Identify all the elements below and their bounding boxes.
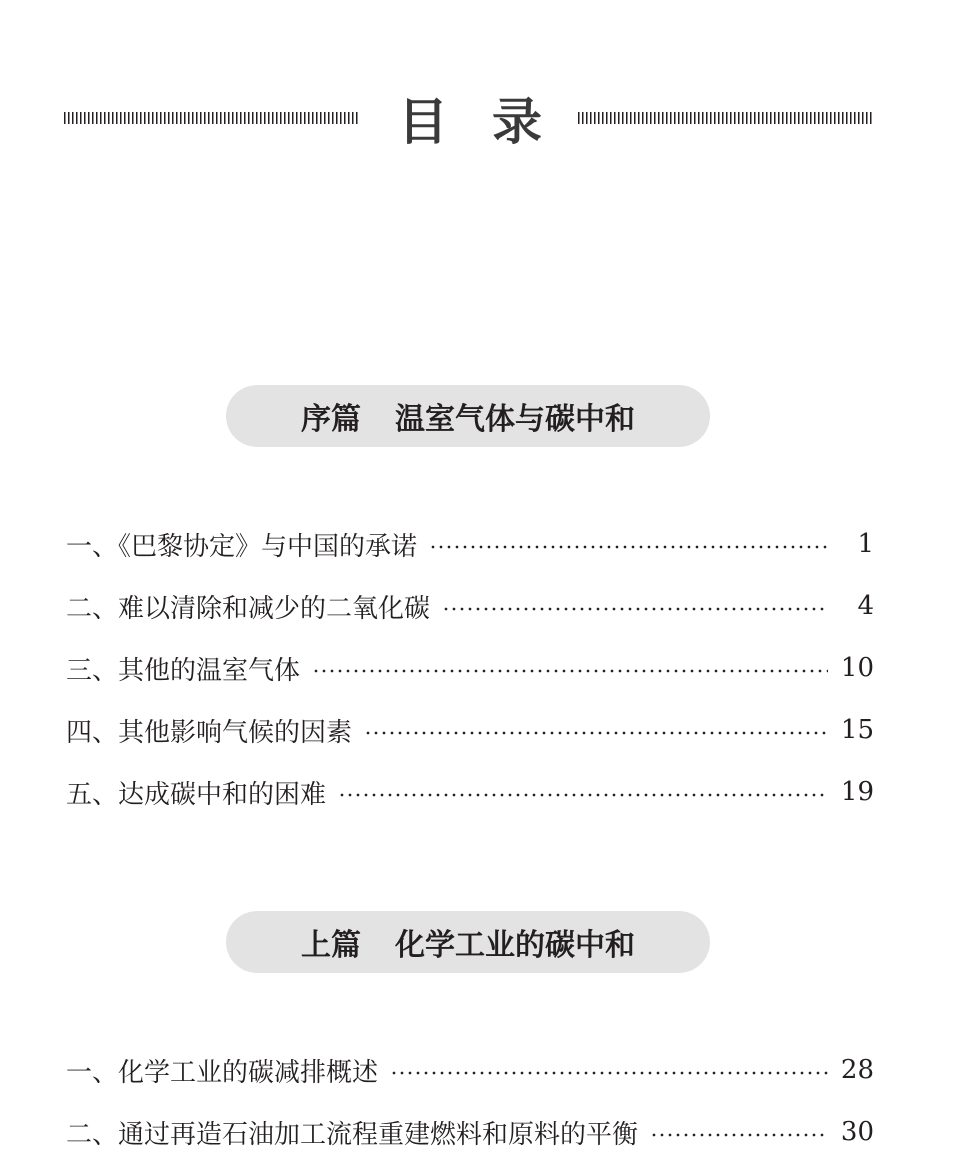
section-title: 化学工业的碳中和 [395,928,635,963]
leader-dots [338,793,828,797]
toc-entry-text: 一、《巴黎协定》与中国的承诺 [66,531,418,562]
toc-entry-text: 三、其他的温室气体 [66,655,301,686]
section-header-prologue[interactable] [226,385,710,447]
toc-entry[interactable] [66,1039,874,1101]
toc-entry-page: 10 [840,653,874,683]
toc-entry-page: 30 [840,1117,874,1147]
page-title [398,86,542,150]
toc-entry-page: 28 [840,1055,874,1085]
toc-entry-page: 1 [857,529,874,559]
leader-dots [442,607,828,611]
toc-entry[interactable] [66,513,874,575]
section-title: 温室气体与碳中和 [395,402,635,437]
leader-dots [390,1071,828,1075]
section-label: 序篇 [301,402,361,437]
toc-entry-text: 一、化学工业的碳减排概述 [66,1057,379,1088]
toc-title-row [64,86,872,150]
toc-list-part-one [66,1039,874,1163]
toc-entry-page: 4 [857,591,874,621]
toc-entry[interactable] [66,1101,874,1163]
title-left-rule [64,112,358,124]
toc-entry[interactable] [66,575,874,637]
section-header-part-one[interactable] [226,911,710,973]
section-label: 上篇 [301,928,361,963]
title-right-rule [578,112,872,124]
toc-entry-page: 19 [840,777,874,807]
toc-entry[interactable] [66,761,874,823]
toc-entry[interactable] [66,637,874,699]
leader-dots [429,545,828,549]
toc-entry-text: 二、难以清除和减少的二氧化碳 [66,593,431,624]
toc-list-prologue [66,513,874,823]
toc-entry-page: 15 [840,715,874,745]
toc-entry[interactable] [66,699,874,761]
title-char-2: 录 [492,93,542,151]
toc-entry-text: 五、达成碳中和的困难 [66,779,327,810]
leader-dots [312,669,828,673]
toc-entry-text: 二、通过再造石油加工流程重建燃料和原料的平衡 [66,1119,639,1150]
leader-dots [650,1133,828,1137]
title-char-1: 目 [398,93,448,151]
toc-entry-text: 四、其他影响气候的因素 [66,717,353,748]
leader-dots [364,731,828,735]
